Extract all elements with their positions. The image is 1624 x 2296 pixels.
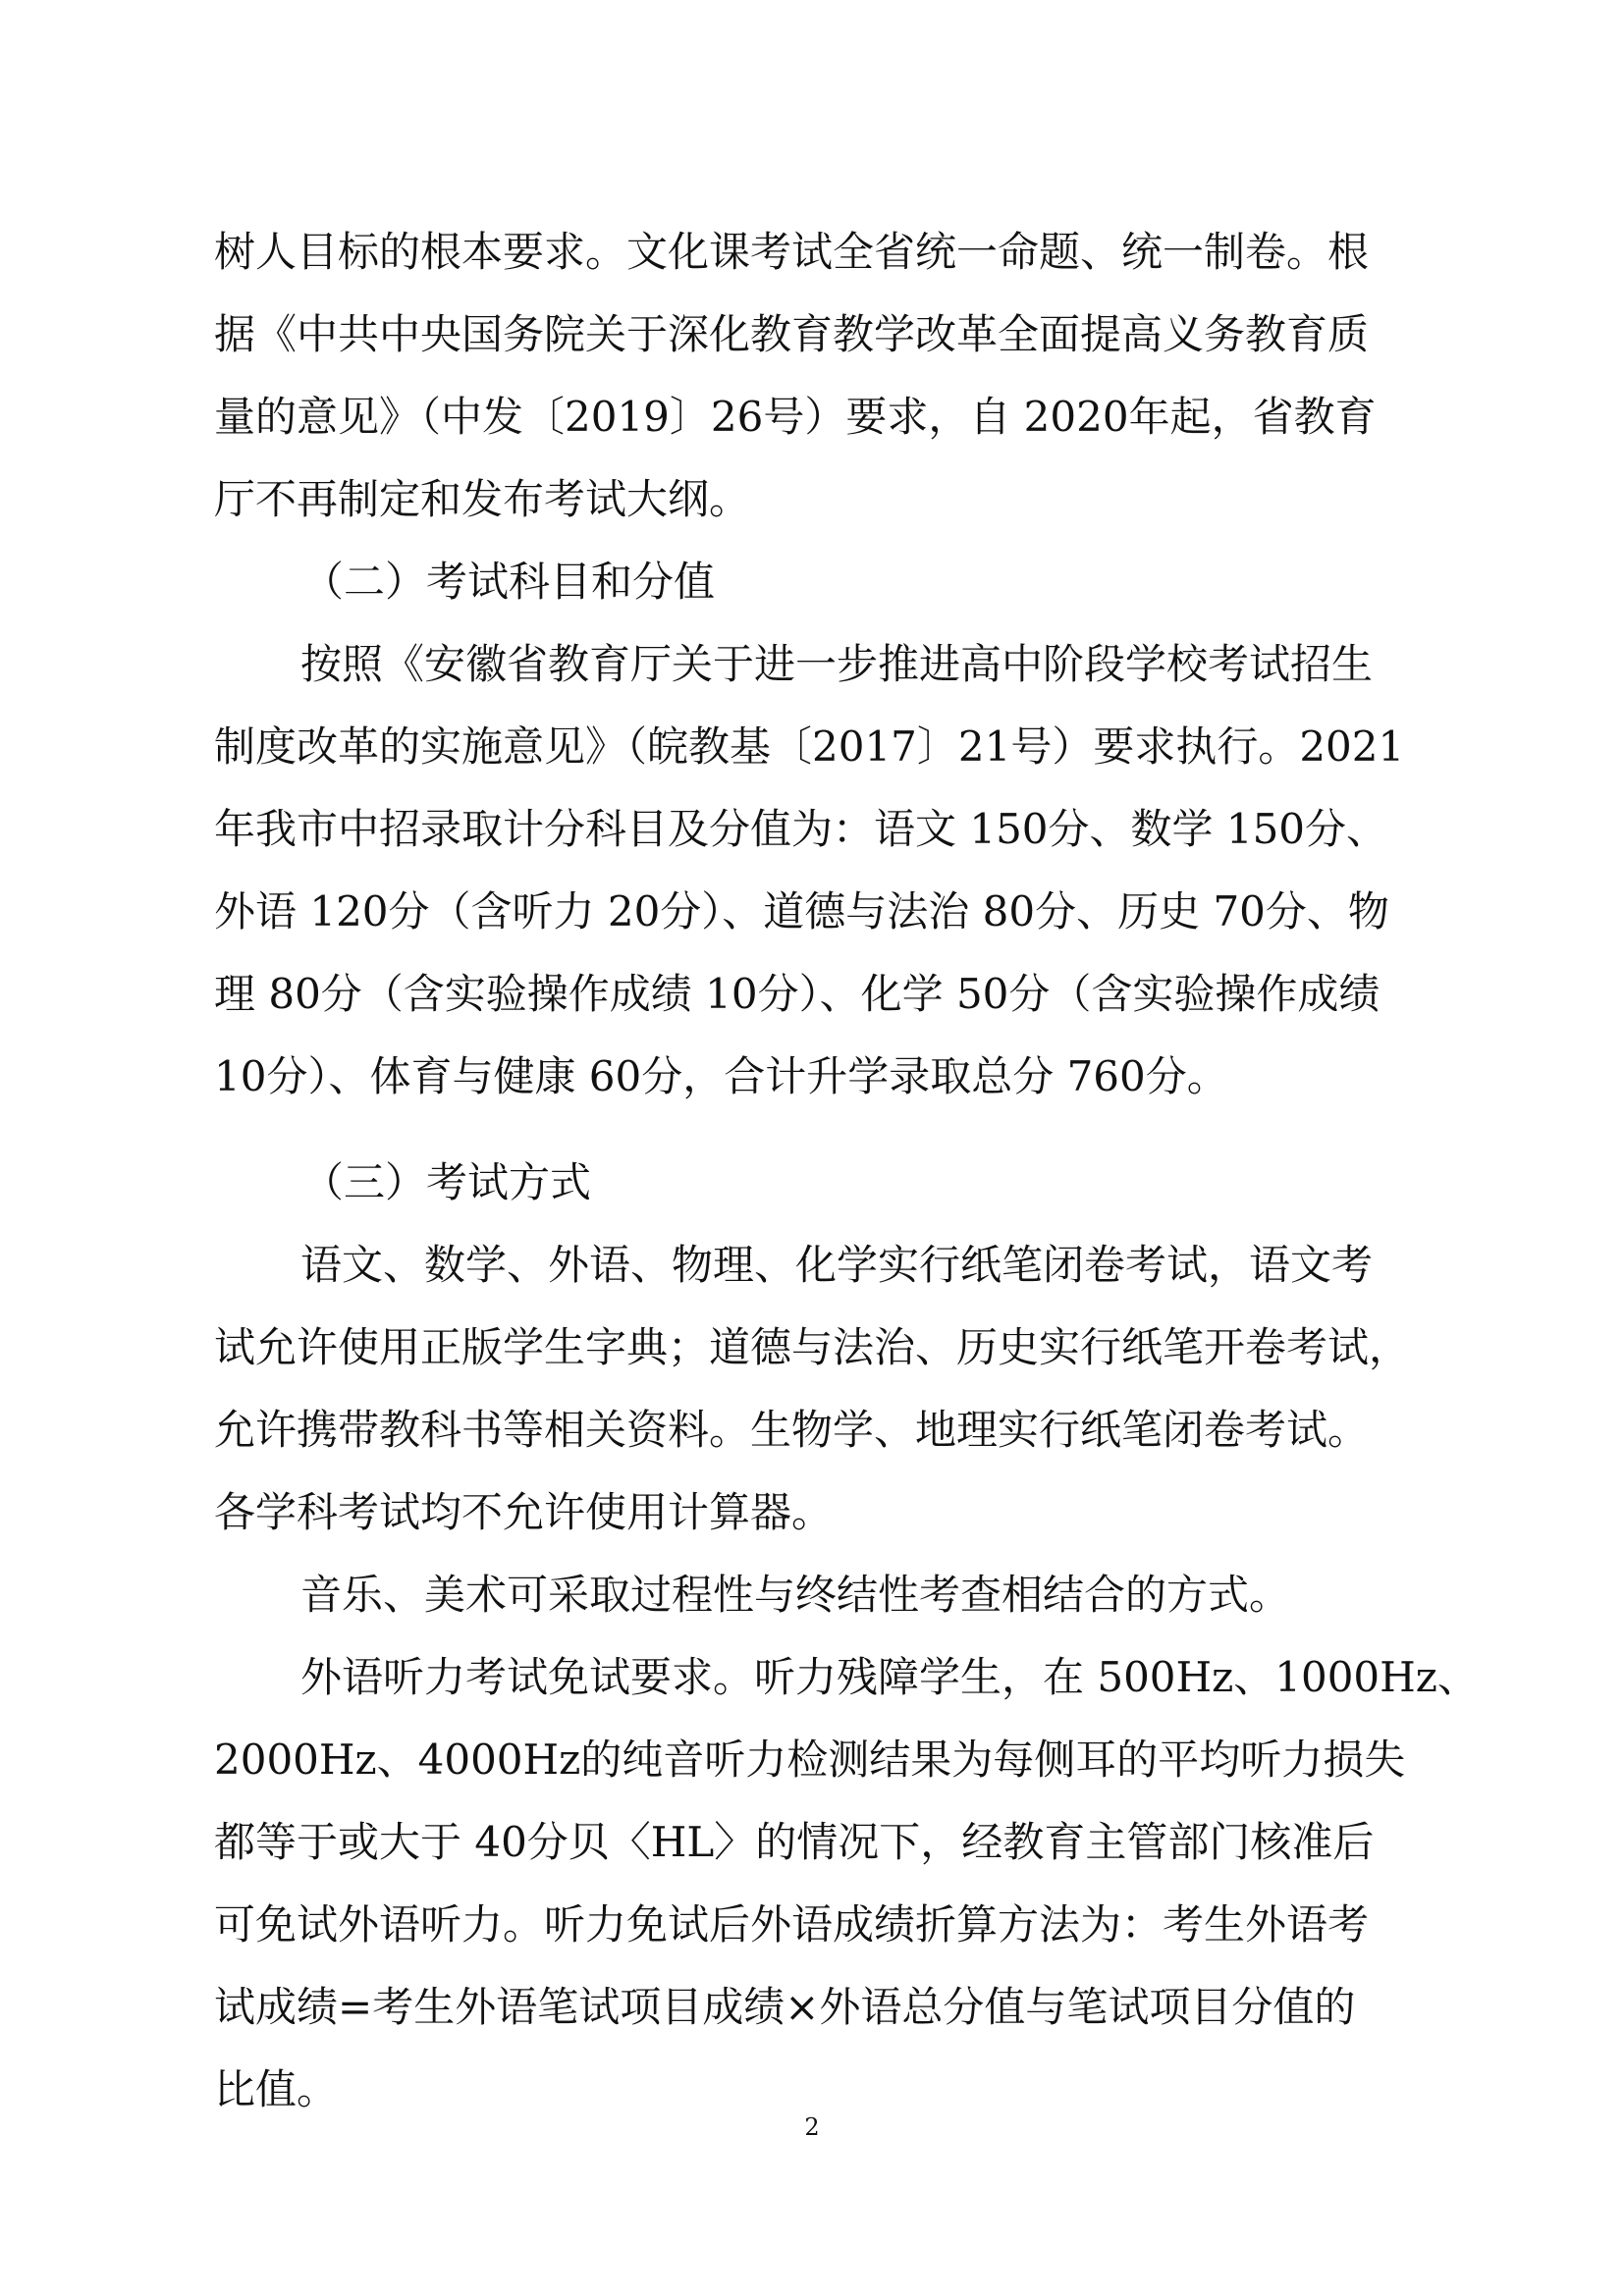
- paragraph-line: 10分）、体育与健康 60分，合计升学录取总分 760分。: [214, 1052, 1228, 1100]
- paragraph-line: 允许携带教科书等相关资料。生物学、地理实行纸笔闭卷考试。: [214, 1406, 1370, 1454]
- section-heading: （三）考试方式: [302, 1158, 592, 1206]
- paragraph-line: 按照《安徽省教育厅关于进一步推进高中阶段学校考试招生: [300, 640, 1374, 688]
- document-body: [214, 211, 1479, 2131]
- paragraph-line: 外语听力考试免试要求。听力残障学生，在 500Hz、1000Hz、: [300, 1653, 1479, 1701]
- paragraph-line: 都等于或大于 40分贝〈HL〉的情况下，经教育主管部门核准后: [214, 1818, 1375, 1866]
- paragraph-line: 理 80分（含实验操作成绩 10分）、化学 50分（含实验操作成绩: [214, 970, 1380, 1018]
- paragraph-line: 试允许使用正版学生字典；道德与法治、历史实行纸笔开卷考试，: [214, 1323, 1411, 1371]
- paragraph-line: 音乐、美术可采取过程性与终结性考查相结合的方式。: [300, 1571, 1291, 1619]
- paragraph-line: 可免试外语听力。听力免试后外语成绩折算方法为：考生外语考: [214, 1900, 1370, 1949]
- paragraph-line: 各学科考试均不允许使用计算器。: [214, 1488, 834, 1536]
- paragraph-line: 比值。: [214, 2065, 339, 2113]
- paragraph-line: 据《中共中央国务院关于深化教育教学改革全面提高义务教育质: [214, 310, 1370, 358]
- section-heading: （二）考试科目和分值: [302, 558, 716, 606]
- paragraph-line: 外语 120分（含听力 20分）、道德与法治 80分、历史 70分、物: [214, 887, 1389, 935]
- paragraph-line: 树人目标的根本要求。文化课考试全省统一命题、统一制卷。根: [214, 228, 1370, 276]
- paragraph-line: 厅不再制定和发布考试大纲。: [214, 475, 751, 523]
- paragraph-line: 2000Hz、4000Hz的纯音听力检测结果为每侧耳的平均听力损失: [214, 1735, 1406, 1784]
- paragraph-line: 量的意见》（中发〔2019〕26号）要求，自 2020年起，省教育: [214, 393, 1377, 441]
- paragraph-line: 制度改革的实施意见》（皖教基〔2017〕21号）要求执行。2021: [214, 722, 1405, 771]
- paragraph-line: 年我市中招录取计分科目及分值为：语文 150分、数学 150分、: [214, 805, 1388, 853]
- page-number: 2: [804, 2113, 820, 2141]
- paragraph-line: 语文、数学、外语、物理、化学实行纸笔闭卷考试，语文考: [300, 1241, 1374, 1289]
- paragraph-line: 试成绩=考生外语笔试项目成绩×外语总分值与笔试项目分值的: [214, 1983, 1356, 2031]
